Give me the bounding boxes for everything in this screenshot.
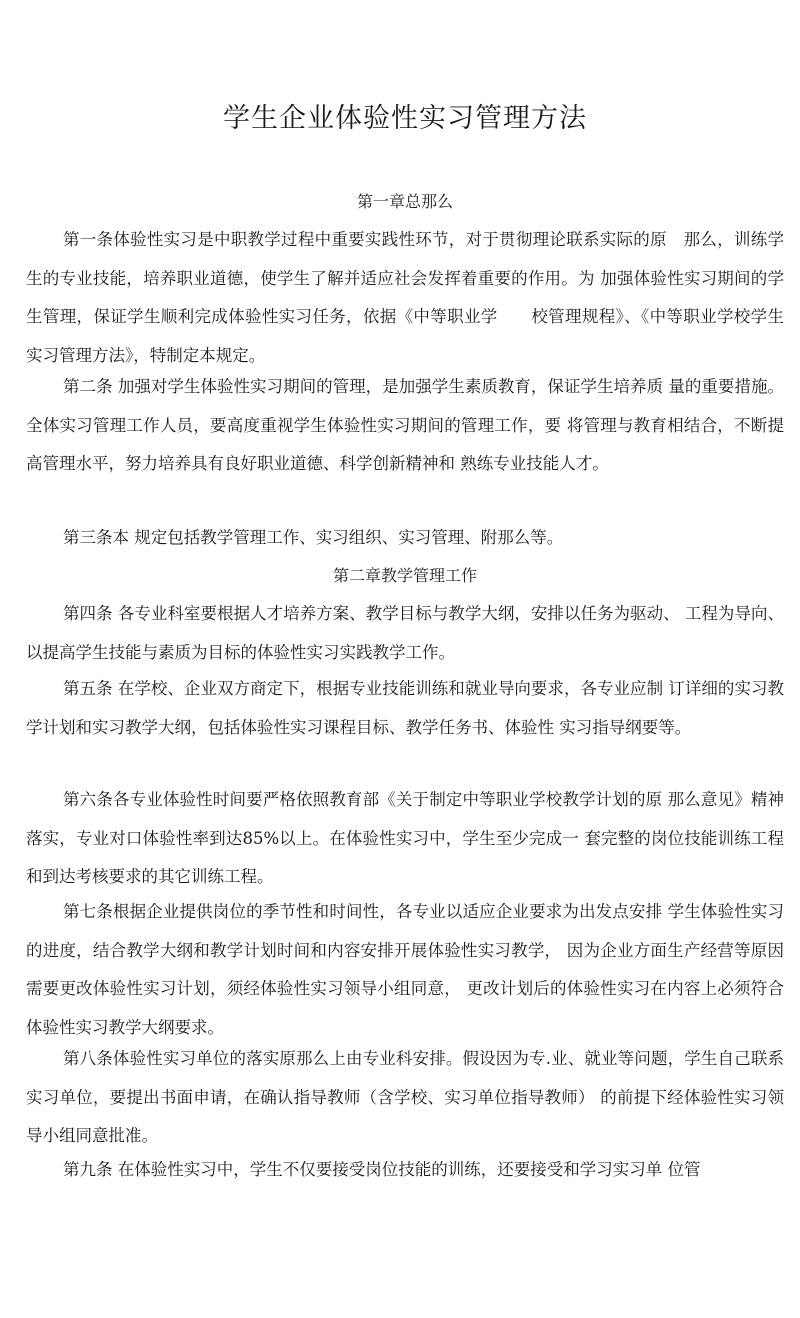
article-9-paragraph: 第九条 在体验性实习中，学生不仅要接受岗位技能的训练，还要接受和学习实习单 位管 (63, 1160, 701, 1179)
chapter-heading-2: 第二章教学管理工作 (332, 566, 477, 585)
article-1-paragraph: 第一条体验性实习是中职教学过程中重要实践性环节，对于贯彻理论联系实际的原 那么，训练学生的专业技能，培养职业道德，使学生了解并适应社会发挥着重要的作用。为 加强体验性实习期间的学生管理，保证学生顺利完成体验性实习任务，依据《中等职业学 校管理规程》、《中等职业学校学生实习管理方法》，特制定本规定。 (26, 230, 784, 365)
article-2-paragraph: 第二条 加强对学生体验性实习期间的管理，是加强学生素质教育，保证学生培养质 量的重要措施。全体实习管理工作人员，要高度重视学生体验性实习期间的管理工作，要 将管理与教育相结合，不断提高管理水平，努力培养具有良好职业道德、科学创新精神和 熟练专业技能人才。 (26, 377, 784, 473)
chapter-heading-1: 第一章总那么 (356, 192, 453, 211)
article-8-paragraph: 第八条体验性实习单位的落实原那么上由专业科安排。假设因为专.业、就业等问题，学生自己联系实习单位，要提出书面申请，在确认指导教师（含学校、实习单位指导教师） 的前提下经体验性实习领导小组同意批准。 (26, 1049, 784, 1145)
article-6-paragraph: 第六条各专业体验性时间要严格依照教育部《关于制定中等职业学校教学计划的原 那么意见》精神落实，专业对口体验性率到达85%以上。在体验性实习中，学生至少完成一 套完整的岗位技能训练工程和到达考核要求的其它训练工程。 (26, 790, 784, 886)
article-3-paragraph: 第三条本 规定包括教学管理工作、实习组织、实习管理、附那么等。 (63, 528, 564, 547)
article-5-paragraph: 第五条 在学校、企业双方商定下，根据专业技能训练和就业导向要求，各专业应制 订详细的实习教学计划和实习教学大纲，包括体验性实习课程目标、教学任务书、体验性 实习指导纲要等。 (26, 679, 784, 737)
article-7-paragraph: 第七条根据企业提供岗位的季节性和时间性，各专业以适应企业要求为出发点安排 学生体验性实习的进度，结合教学大纲和教学计划时间和内容安排开展体验性实习教学， 因为企业方面生产经营等原因需要更改体验性实习计划，须经体验性实习领导小组同意， 更改计划后的体验性实习在内容上必须符合体验性实习教学大纲要求。 (26, 902, 784, 1037)
document-title: 学生企业体验性实习管理方法 (223, 103, 587, 134)
article-4-paragraph: 第四条 各专业科室要根据人才培养方案、教学目标与教学大纲，安排以任务为驱动、 工程为导向、以提高学生技能与素质为目标的体验性实习实践教学工作。 (26, 604, 784, 662)
